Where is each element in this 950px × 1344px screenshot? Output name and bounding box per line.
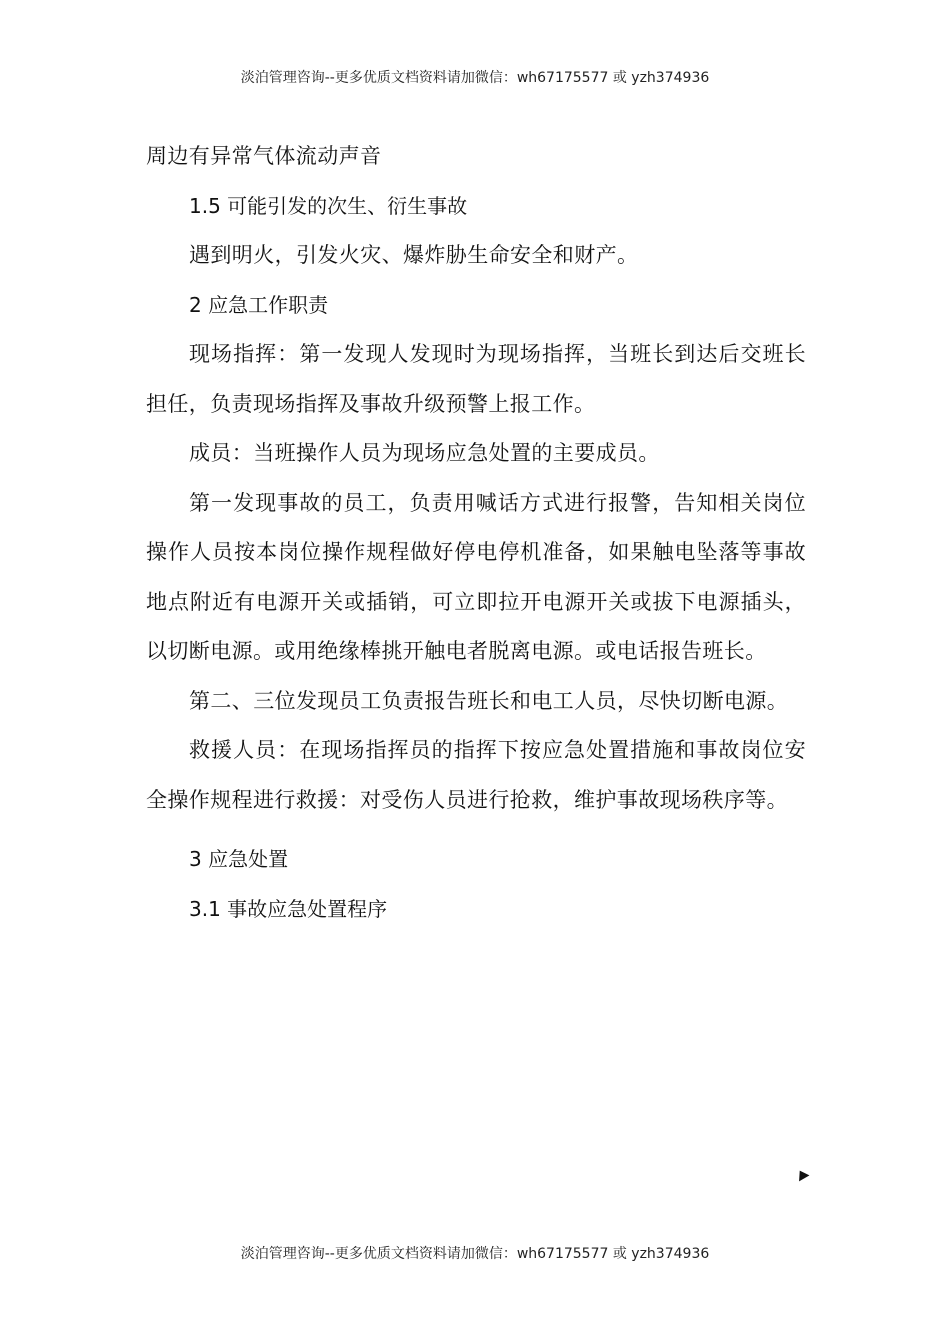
paragraph-second-third: 第二、三位发现员工负责报告班长和电工人员，尽快切断电源。 <box>189 688 789 713</box>
paragraph-rescuers: 救援人员：在现场指挥员的指挥下按应急处置措施和事故岗位安全操作规程进行救援：对受伤人员进行抢救，维护事故现场秩序等。 <box>146 738 806 812</box>
heading-2: 2 应急工作职责 <box>189 292 329 317</box>
heading-1-5: 1.5 可能引发的次生、衍生事故 <box>189 193 468 218</box>
heading-3-1: 3.1 事故应急处置程序 <box>189 896 388 921</box>
paragraph-secondary-accidents: 遇到明火，引发火灾、爆炸胁生命安全和财产。 <box>189 243 639 267</box>
paragraph-first-discoverer: 第一发现事故的员工，负责用喊话方式进行报警，告知相关岗位操作人员按本岗位操作规程做好停电停机准备，如果触电坠落等事故地点附近有电源开关或插销，可立即拉开电源开关或拔下电源插头，以切断电源。或用绝缘棒挑开触电者脱离电源。或电话报告班长。 <box>146 490 806 663</box>
page-header: 淡泊管理咨询--更多优质文档资料请加微信：wh67175577 或 yzh374936 <box>240 70 710 86</box>
heading-3: 3 应急处置 <box>189 847 289 871</box>
document-body <box>146 132 806 934</box>
spacer <box>146 825 806 835</box>
triangle-marker-icon <box>795 1168 810 1182</box>
paragraph-gas-flow-sound: 周边有异常气体流动声音 <box>146 144 382 168</box>
paragraph-members: 成员：当班操作人员为现场应急处置的主要成员。 <box>189 441 660 465</box>
paragraph-site-command: 现场指挥：第一发现人发现时为现场指挥，当班长到达后交班长担任，负责现场指挥及事故升级预警上报工作。 <box>146 342 806 416</box>
page-footer: 淡泊管理咨询--更多优质文档资料请加微信：wh67175577 或 yzh374936 <box>240 1246 710 1262</box>
